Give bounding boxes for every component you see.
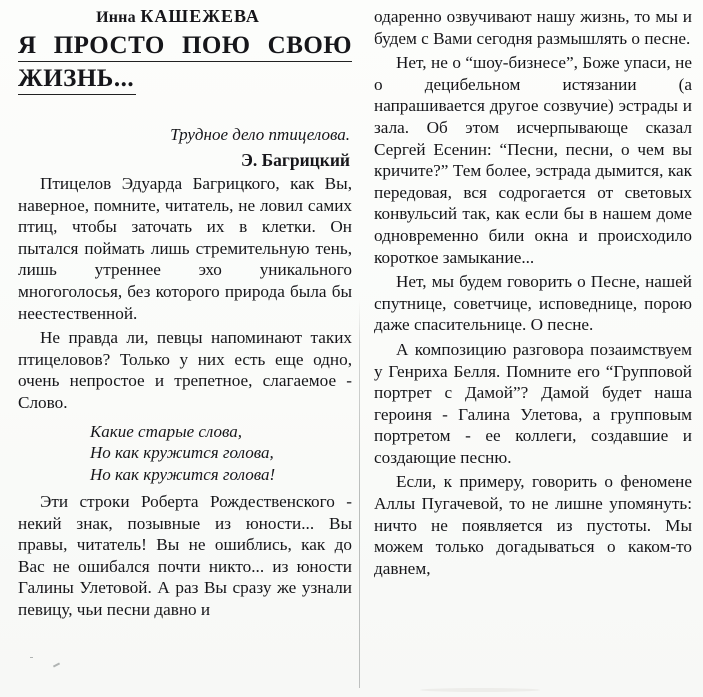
epigraph-text: Трудное дело птицелова.	[170, 125, 350, 144]
paragraph: Нет, не о “шоу-бизнесе”, Боже упаси, не о децибельном истязании (а напрашивается другое созвучие) эстрады и зала. Об этом исчерпывающе сказал Сергей Есенин: “Песни, песни, о чем вы кричите?” Тем более, эстрада дымится, как передовая, вся содрогается от световых конвульсий так, как если бы в нашем доме одновременно били окна и происходило короткое замыкание...	[374, 53, 692, 267]
verse-line: Какие старые слова,	[90, 421, 243, 441]
paragraph: одаренно озвучивают нашу жизнь, то мы и будем с Вами сегодня размышлять о песне.	[374, 7, 692, 48]
paragraph: Нет, мы будем говорить о Песне, нашей спутнице, советчице, исповеднице, порою даже спасительнице. О песне.	[374, 272, 692, 335]
article-headline	[18, 31, 352, 98]
scan-artifact	[30, 657, 33, 658]
scanner-edge-band	[0, 688, 703, 697]
verse-block	[18, 421, 352, 486]
paragraph: Если, к примеру, говорить о феномене Аллы Пугачевой, то не лишне упомянуть: ничто не появляется из пустоты. Мы можем только догадываться о каком-то давнем,	[374, 472, 692, 578]
author-given-name: Инна	[96, 9, 136, 26]
paragraph: А композицию разговора позаимствуем у Генриха Белля. Помните его “Групповой портрет с Дамой”? Дамой будет наша героиня - Галина Улетова, а групповым портретом - ее коллеги, создавшие и создающие песню.	[374, 339, 692, 467]
column-left	[18, 0, 352, 621]
headline-line-1: Я ПРОСТО ПОЮ СВОЮ	[18, 31, 352, 62]
author-family-name: КАШЕЖЕВА	[140, 6, 260, 26]
column-right	[374, 0, 692, 579]
headline-line-2: ЖИЗНЬ...	[18, 64, 136, 95]
paragraph: Эти строки Роберта Рождественского - некий знак, позывные из юности... Вы правы, читатель! Вы не ошиблись, как до Вас не ошибался почти никто... из юности Галины Улетовой. А раз Вы сразу же узнали певицу, чьи песни давно и	[18, 492, 352, 619]
paragraph: Не правда ли, певцы напоминают таких птицеловов? Только у них есть еще одно, очень непростое и трепетное, слагаемое - Слово.	[18, 328, 352, 412]
column-divider-rule	[359, 300, 360, 688]
verse-line: Но как кружится голова,	[90, 443, 274, 463]
epigraph-attribution: Э. Багрицкий	[240, 150, 350, 170]
article-byline	[18, 6, 352, 27]
paragraph: Птицелов Эдуарда Багрицкого, как Вы, наверное, помните, читатель, не ловил самих птиц, чтобы заточать их в клетки. Он пытался поймать лишь стремительную тень, лишь утреннее эхо уникального многоголосья, без которого природа была бы неестественной.	[18, 174, 352, 323]
verse-line: Но как кружится голова!	[90, 464, 276, 484]
